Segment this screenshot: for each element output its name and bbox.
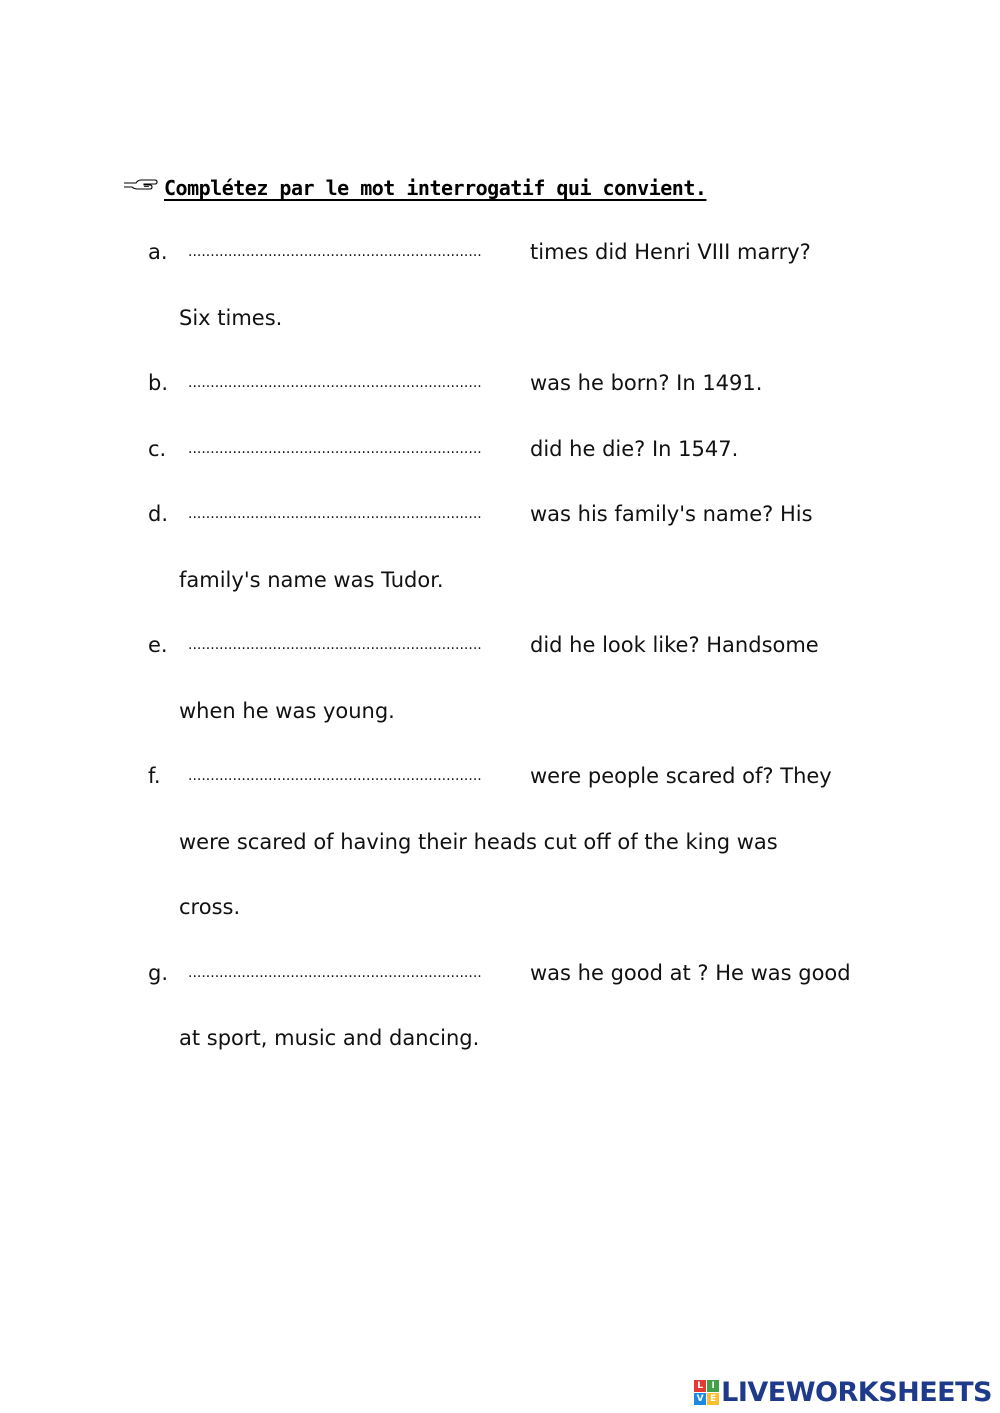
pointing-hand-icon [122, 174, 158, 194]
question-line [148, 494, 888, 560]
answer-blank[interactable]: .................................................................. [188, 440, 482, 457]
logo-letter: L [694, 1380, 706, 1392]
question-line [148, 756, 888, 822]
answer-blank[interactable]: .................................................................. [188, 375, 482, 391]
answer-text: family's name was Tudor. [179, 567, 444, 592]
question-text: did he look like? Handsome [530, 633, 819, 657]
question-text: was his family's name? His [530, 502, 813, 526]
question-item-c [148, 429, 888, 495]
question-line [148, 429, 888, 495]
question-line [148, 363, 888, 429]
question-item-a [148, 232, 888, 363]
answer-blank[interactable]: .................................................................. [188, 244, 482, 260]
item-letter: g. [148, 960, 169, 985]
answer-text: when he was young. [179, 698, 395, 723]
item-letter: f. [148, 764, 161, 788]
question-item-d [148, 494, 888, 625]
answer-text: Six times. [179, 305, 283, 330]
liveworksheets-branding[interactable] [694, 1377, 992, 1408]
item-letter: c. [148, 436, 167, 461]
question-line [148, 953, 888, 1019]
question-text: was he born? In 1491. [530, 371, 763, 395]
question-item-g [148, 953, 888, 1084]
item-letter: b. [148, 371, 169, 395]
item-letter: d. [148, 502, 169, 526]
question-text: were people scared of? They [530, 764, 832, 788]
question-text: times did Henri VIII marry? [530, 240, 811, 264]
answer-text: at sport, music and dancing. [179, 1026, 480, 1050]
liveworksheets-logo-icon [694, 1380, 719, 1405]
instruction-text: Complétez par le mot interrogatif qui convient. [164, 176, 707, 200]
question-item-b [148, 363, 888, 429]
answer-blank[interactable]: .................................................................. [188, 964, 482, 981]
answer-blank[interactable]: .................................................................. [188, 506, 482, 522]
logo-letter: E [707, 1393, 719, 1405]
question-item-e [148, 625, 888, 756]
question-text: was he good at ? He was good [530, 960, 851, 985]
exercise-list [148, 232, 888, 1084]
answer-blank[interactable]: .................................................................. [188, 637, 482, 653]
answer-text: cross. [179, 895, 241, 919]
item-letter: e. [148, 633, 168, 657]
logo-letter: V [694, 1393, 706, 1405]
answer-blank[interactable]: .................................................................. [188, 768, 482, 784]
item-letter: a. [148, 240, 168, 264]
logo-letter: I [707, 1380, 719, 1392]
question-line [148, 625, 888, 691]
question-line [148, 232, 888, 298]
instruction [122, 176, 706, 200]
question-item-f [148, 756, 888, 953]
question-text: did he die? In 1547. [530, 436, 739, 461]
brand-text: LIVEWORKSHEETS [721, 1377, 992, 1408]
answer-text: were scared of having their heads cut off of the king was [179, 829, 778, 854]
